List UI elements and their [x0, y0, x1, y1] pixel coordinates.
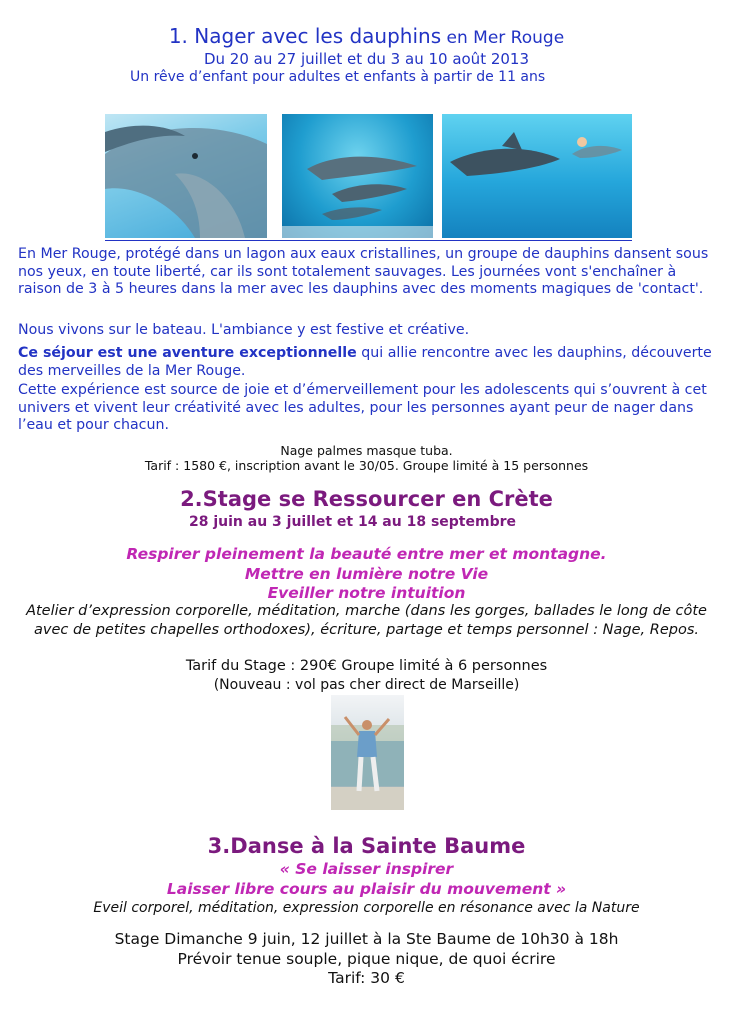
section3-tagline-2: Laisser libre cours au plaisir du mouvement » [166, 880, 567, 898]
photos-divider [105, 240, 632, 241]
section1-subtitle: Un rêve d’enfant pour adultes et enfants à partir de 11 ans [130, 69, 546, 85]
section1-paragraph-2: Nous vivons sur le bateau. L'ambiance y est festive et créative. [18, 322, 470, 338]
section1-highlight: Ce séjour est une aventure exceptionnelle [18, 345, 357, 361]
dolphin-photo-swimmer [442, 114, 632, 238]
section2-tagline-2: Mettre en lumière notre Vie [244, 565, 489, 583]
section3-title: 3.Danse à la Sainte Baume [207, 834, 526, 858]
section1-paragraph-1: En Mer Rouge, protégé dans un lagon aux eaux cristallines, un groupe de dauphins dansent sous nos yeux, en toute liberté, car ils sont totalement sauvages. Les journées vont s'enchaîner à raison de 3 à 5 heures dans la mer avec les dauphins avec des moments magiques de 'contact'. [18, 246, 709, 297]
dolphin-photo-closeup [105, 114, 267, 238]
section1-dates: Du 20 au 27 juillet et du 3 au 10 août 2013 [203, 50, 530, 68]
section3-price: Tarif: 30 € [328, 969, 405, 987]
section2-tagline-3: Eveiller notre intuition [267, 584, 466, 602]
section1-title [0, 24, 733, 48]
section3-schedule: Stage Dimanche 9 juin, 12 juillet à la Ste Baume de 10h30 à 18h [114, 930, 619, 948]
section2-description: Atelier d’expression corporelle, méditation, marche (dans les gorges, ballades le long de côte avec de petites chapelles orthodoxes), écriture, partage et temps personnel : Nage, Repos. [26, 603, 707, 638]
section1-paragraph-3 [18, 345, 718, 380]
section2-price: Tarif du Stage : 290€ Groupe limité à 6 personnes [185, 658, 548, 674]
section1-title-main: Nager avec les dauphins [194, 24, 442, 48]
section2-flight-note: (Nouveau : vol pas cher direct de Marseille) [213, 677, 520, 693]
dolphin-photos [105, 114, 632, 242]
section2-tagline-1: Respirer pleinement la beauté entre mer et montagne. [126, 545, 607, 563]
crete-photo-woman [331, 695, 404, 810]
section3-tagline-1: « Se laisser inspirer [279, 860, 454, 878]
section1-paragraph-4: Cette expérience est source de joie et d’émerveillement pour les adolescents qui s’ouvrent à cet univers et vivent leur créativité avec les adultes, pour les personnes ayant peur de nager dans l’eau et pour chacun. [18, 382, 707, 433]
dolphin-photo-pod [282, 114, 433, 238]
section1-price: Tarif : 1580 €, inscription avant le 30/05. Groupe limité à 15 personnes [144, 458, 589, 473]
section3-what-to-bring: Prévoir tenue souple, pique nique, de quoi écrire [177, 950, 556, 968]
section1-title-rest: en Mer Rouge [441, 28, 565, 48]
section1-number: 1. [168, 24, 188, 48]
section2-dates: 28 juin au 3 juillet et 14 au 18 septembre [189, 514, 516, 530]
section1-paragraph-3-rest: qui allie rencontre avec les dauphins, découverte des merveilles de la Mer Rouge. [18, 345, 712, 379]
section3-description: Eveil corporel, méditation, expression corporelle en résonance avec la Nature [93, 900, 640, 916]
section2-title: 2.Stage se Ressourcer en Crète [180, 487, 553, 511]
section1-equipment: Nage palmes masque tuba. [280, 443, 453, 458]
